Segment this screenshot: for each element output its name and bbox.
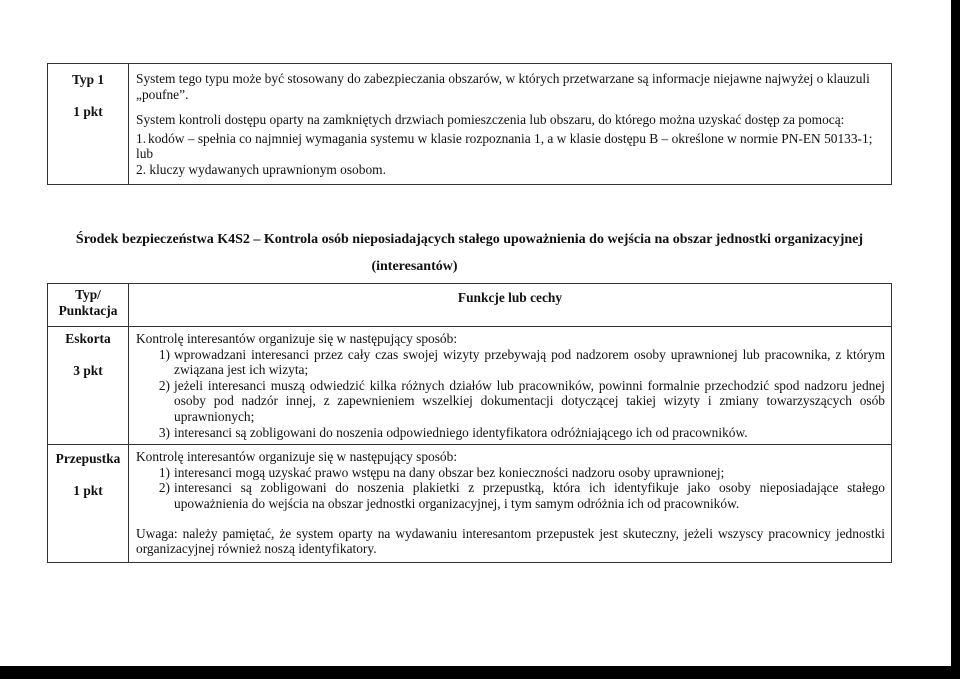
scan-edge-bottom <box>0 666 960 679</box>
list-number: 3) <box>158 424 170 440</box>
list-number: 2) <box>158 480 170 496</box>
table-row <box>48 445 892 563</box>
header-type: Typ/ Punktacja <box>48 284 129 327</box>
paragraph: System tego typu może być stosowany do zabezpieczania obszarów, w których przetwarzane są informacje niejawne najwyżej o klauzuli „poufne”. <box>136 71 870 102</box>
points-label: 1 pkt <box>73 482 103 498</box>
description-cell <box>129 445 892 563</box>
list-text: interesanci są zobligowani do noszenia odpowiedniego identyfikatora odróżniającego ich od pracowników. <box>174 424 748 440</box>
list-item <box>136 465 885 481</box>
type-label: Eskorta <box>65 331 111 346</box>
table-row <box>48 327 892 445</box>
list-item <box>136 480 885 511</box>
list-text: interesanci mogą uzyskać prawo wstępu na dany obszar bez konieczności nadzoru osoby uprawnionej; <box>174 464 725 480</box>
type-cell <box>48 445 129 563</box>
list-text: kodów – spełnia co najmniej wymagania systemu w klasie rozpoznania 1, a w klasie dostępu B – określone w normie PN-EN 50133-1; <box>148 130 873 146</box>
list-item: 2. kluczy wydawanych uprawnionym osobom. <box>136 161 386 177</box>
section-title-line2: (interesantów) <box>371 259 458 274</box>
type-cell <box>48 327 129 445</box>
list-text: interesanci są zobligowani do noszenia plakietki z przepustką, która ich identyfikuje jako osoby nieposiadające stałego upoważnienia do wejścia na obszar jednostki organizacyjnej, i tym samym odróżnia ich od pracowników. <box>174 480 885 511</box>
type-label: Przepustka <box>55 451 121 467</box>
intro-text: Kontrolę interesantów organizuje się w następujący sposób: <box>136 331 458 346</box>
list-number: 1) <box>158 346 170 362</box>
type-label: Typ 1 <box>71 72 105 87</box>
description-cell <box>129 64 892 185</box>
header-row <box>48 284 892 327</box>
list-text: wprowadzani interesanci przez cały czas swojej wizyty przebywają pod nadzorem osoby uprawnionej lub pracownika, z którym związana jest ich wizyta; <box>174 346 885 378</box>
or-label: lub <box>136 146 154 162</box>
list-item <box>136 347 885 378</box>
paragraph: System kontroli dostępu oparty na zamkniętych drzwiach pomieszczenia lub obszaru, do którego można uzyskać dostęp za pomocą: <box>136 112 845 128</box>
k4s2-table <box>47 283 892 563</box>
list-number: 2) <box>158 377 170 393</box>
scan-edge-right <box>951 0 960 679</box>
list-number: 1) <box>158 464 170 480</box>
list-item <box>136 131 885 147</box>
intro-text: Kontrolę interesantów organizuje się w następujący sposób: <box>136 449 458 465</box>
table-row <box>48 64 892 185</box>
section-title-line1: Środek bezpieczeństwa K4S2 – Kontrola osób nieposiadających stałego upoważnienia do wejścia na obszar jednostki organizacyjnej <box>75 232 864 247</box>
list-number: 1. <box>136 130 147 146</box>
points-label: 1 pkt <box>73 103 103 119</box>
section-title <box>47 231 892 275</box>
list-item <box>136 425 885 441</box>
points-label: 3 pkt <box>73 362 103 378</box>
type-cell <box>48 64 129 185</box>
description-cell <box>129 327 892 445</box>
type1-table <box>47 63 892 185</box>
list-item <box>136 378 885 425</box>
list-text: jeżeli interesanci muszą odwiedzić kilka różnych działów lub pracowników, powinni formalnie przechodzić spod nadzoru jednej osoby pod nadzór innej, z zapewnieniem wszelkiej dokumentacji dotyczącej takiej wizyty i zmiany towarzyszących osób uprawnionych; <box>174 377 885 424</box>
header-functions: Funkcje lub cechy <box>129 284 892 327</box>
note-text: Uwaga: należy pamiętać, że system oparty na wydawaniu interesantom przepustek jest skuteczny, jeżeli wszyscy pracownicy jednostki organizacyjnej również noszą identyfikatory. <box>136 525 885 557</box>
